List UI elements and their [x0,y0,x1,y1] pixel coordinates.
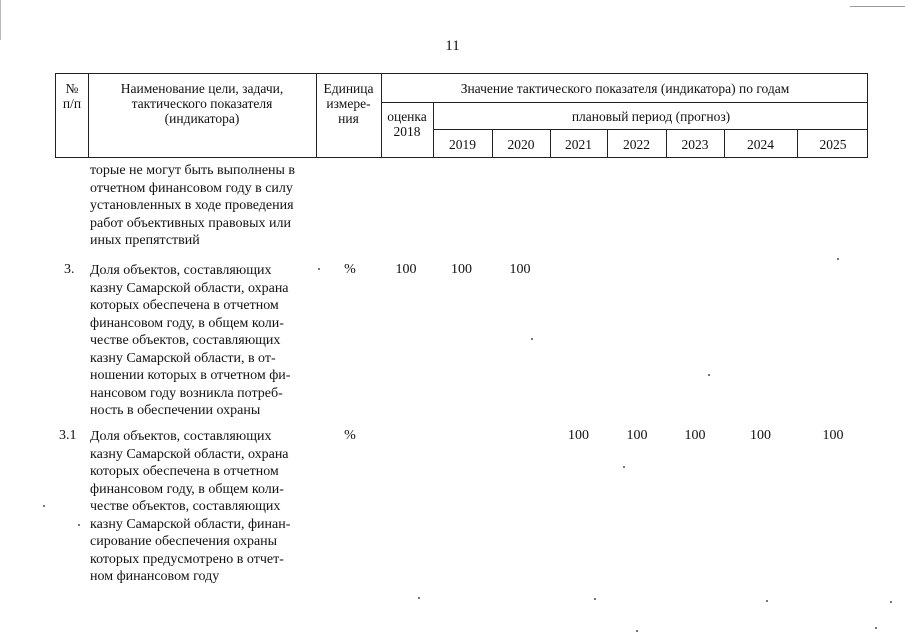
indicator-text-line: торые не могут быть выполнены в [90,163,296,178]
indicator-text-line: иных препятствий [90,233,200,248]
indicator-text-line: ном финансовом году [90,569,220,584]
indicator-text-line: Доля объектов, составляющих [90,263,272,278]
unit-cell: % [344,262,356,277]
table-header [55,73,868,158]
value-cell: 100 [684,428,706,443]
header-year: 2024 [747,137,774,152]
indicator-text-line: нансовом году возникла потреб- [90,385,283,401]
scan-speck [418,597,420,599]
indicator-text-line: финансовом году, в общем коли- [90,315,284,331]
page-number: 11 [445,38,460,54]
header-col-name: Наименование цели, задачи, тактического показателя (индикатора) [120,81,284,126]
indicator-text-line: честве объектов, составляющих [90,499,281,514]
header-plan-title: плановый период (прогноз) [571,109,731,124]
header-year: 2019 [449,137,476,152]
indicator-text-line: которых обеспечена в отчетном [90,464,279,479]
scan-speck [636,630,638,632]
scan-speck [766,600,768,602]
scan-edge-mark [0,0,2,40]
indicator-text-line: Доля объектов, составляющих [90,429,272,444]
scan-speck [708,374,710,376]
indicator-text-line: сирование обеспечения охраны [90,534,278,549]
scan-speck [78,524,80,526]
indicator-text-line: финансовом году, в общем коли- [90,481,284,497]
scan-speck [594,598,596,600]
row-number: 3.1 [59,428,77,443]
indicator-text-line: ношении которых в отчетном фи- [90,368,291,383]
scan-speck [318,268,320,270]
header-year: 2023 [681,137,709,152]
value-cell: 100 [626,428,648,443]
table-row [90,428,312,586]
indicator-text-line: отчетном финансовом году в силу [90,180,293,196]
indicator-text-line: которых предусмотрено в отчет- [90,551,284,567]
indicator-text-line: установленных в ходе проведения [90,198,294,213]
header-year: 2025 [819,137,847,152]
unit-cell: % [344,428,356,443]
scan-speck [890,601,892,603]
table-row [90,162,312,250]
header-year: 2020 [507,137,535,152]
value-cell: 100 [395,262,417,277]
table-row [90,262,312,420]
indicator-text-line: ность в обеспечении охраны [90,403,261,418]
header-values-title: Значение тактического показателя (индикатора) по годам [460,81,790,96]
scan-edge-mark [850,6,905,7]
value-cell: 100 [451,262,472,277]
indicator-text-line: казну Самарской области, охрана [90,446,289,462]
indicator-text-line: честве объектов, составляющих [90,333,281,348]
row-number: 3. [64,262,75,277]
value-cell: 100 [822,428,844,443]
scan-speck [875,627,877,629]
header-year: 2022 [623,137,650,152]
header-year: 2021 [565,137,592,152]
header-col-estimate: оценка 2018 [387,109,427,139]
indicator-text-line: которых обеспечена в отчетном [90,298,279,313]
header-col-number: № п/п [62,81,82,111]
indicator-text-line: казну Самарской области, финан- [90,516,291,532]
value-cell: 100 [568,428,589,443]
scan-speck [837,258,839,260]
scan-speck [43,505,45,507]
indicator-text-line: работ объективных правовых или [90,215,291,231]
value-cell: 100 [750,428,771,443]
value-cell: 100 [509,262,531,277]
header-col-unit: Единица измере- ния [323,81,374,126]
indicator-text-line: казну Самарской области, в от- [90,350,276,366]
scan-speck [623,466,625,468]
indicator-text-line: казну Самарской области, охрана [90,280,289,296]
scan-speck [531,338,533,340]
